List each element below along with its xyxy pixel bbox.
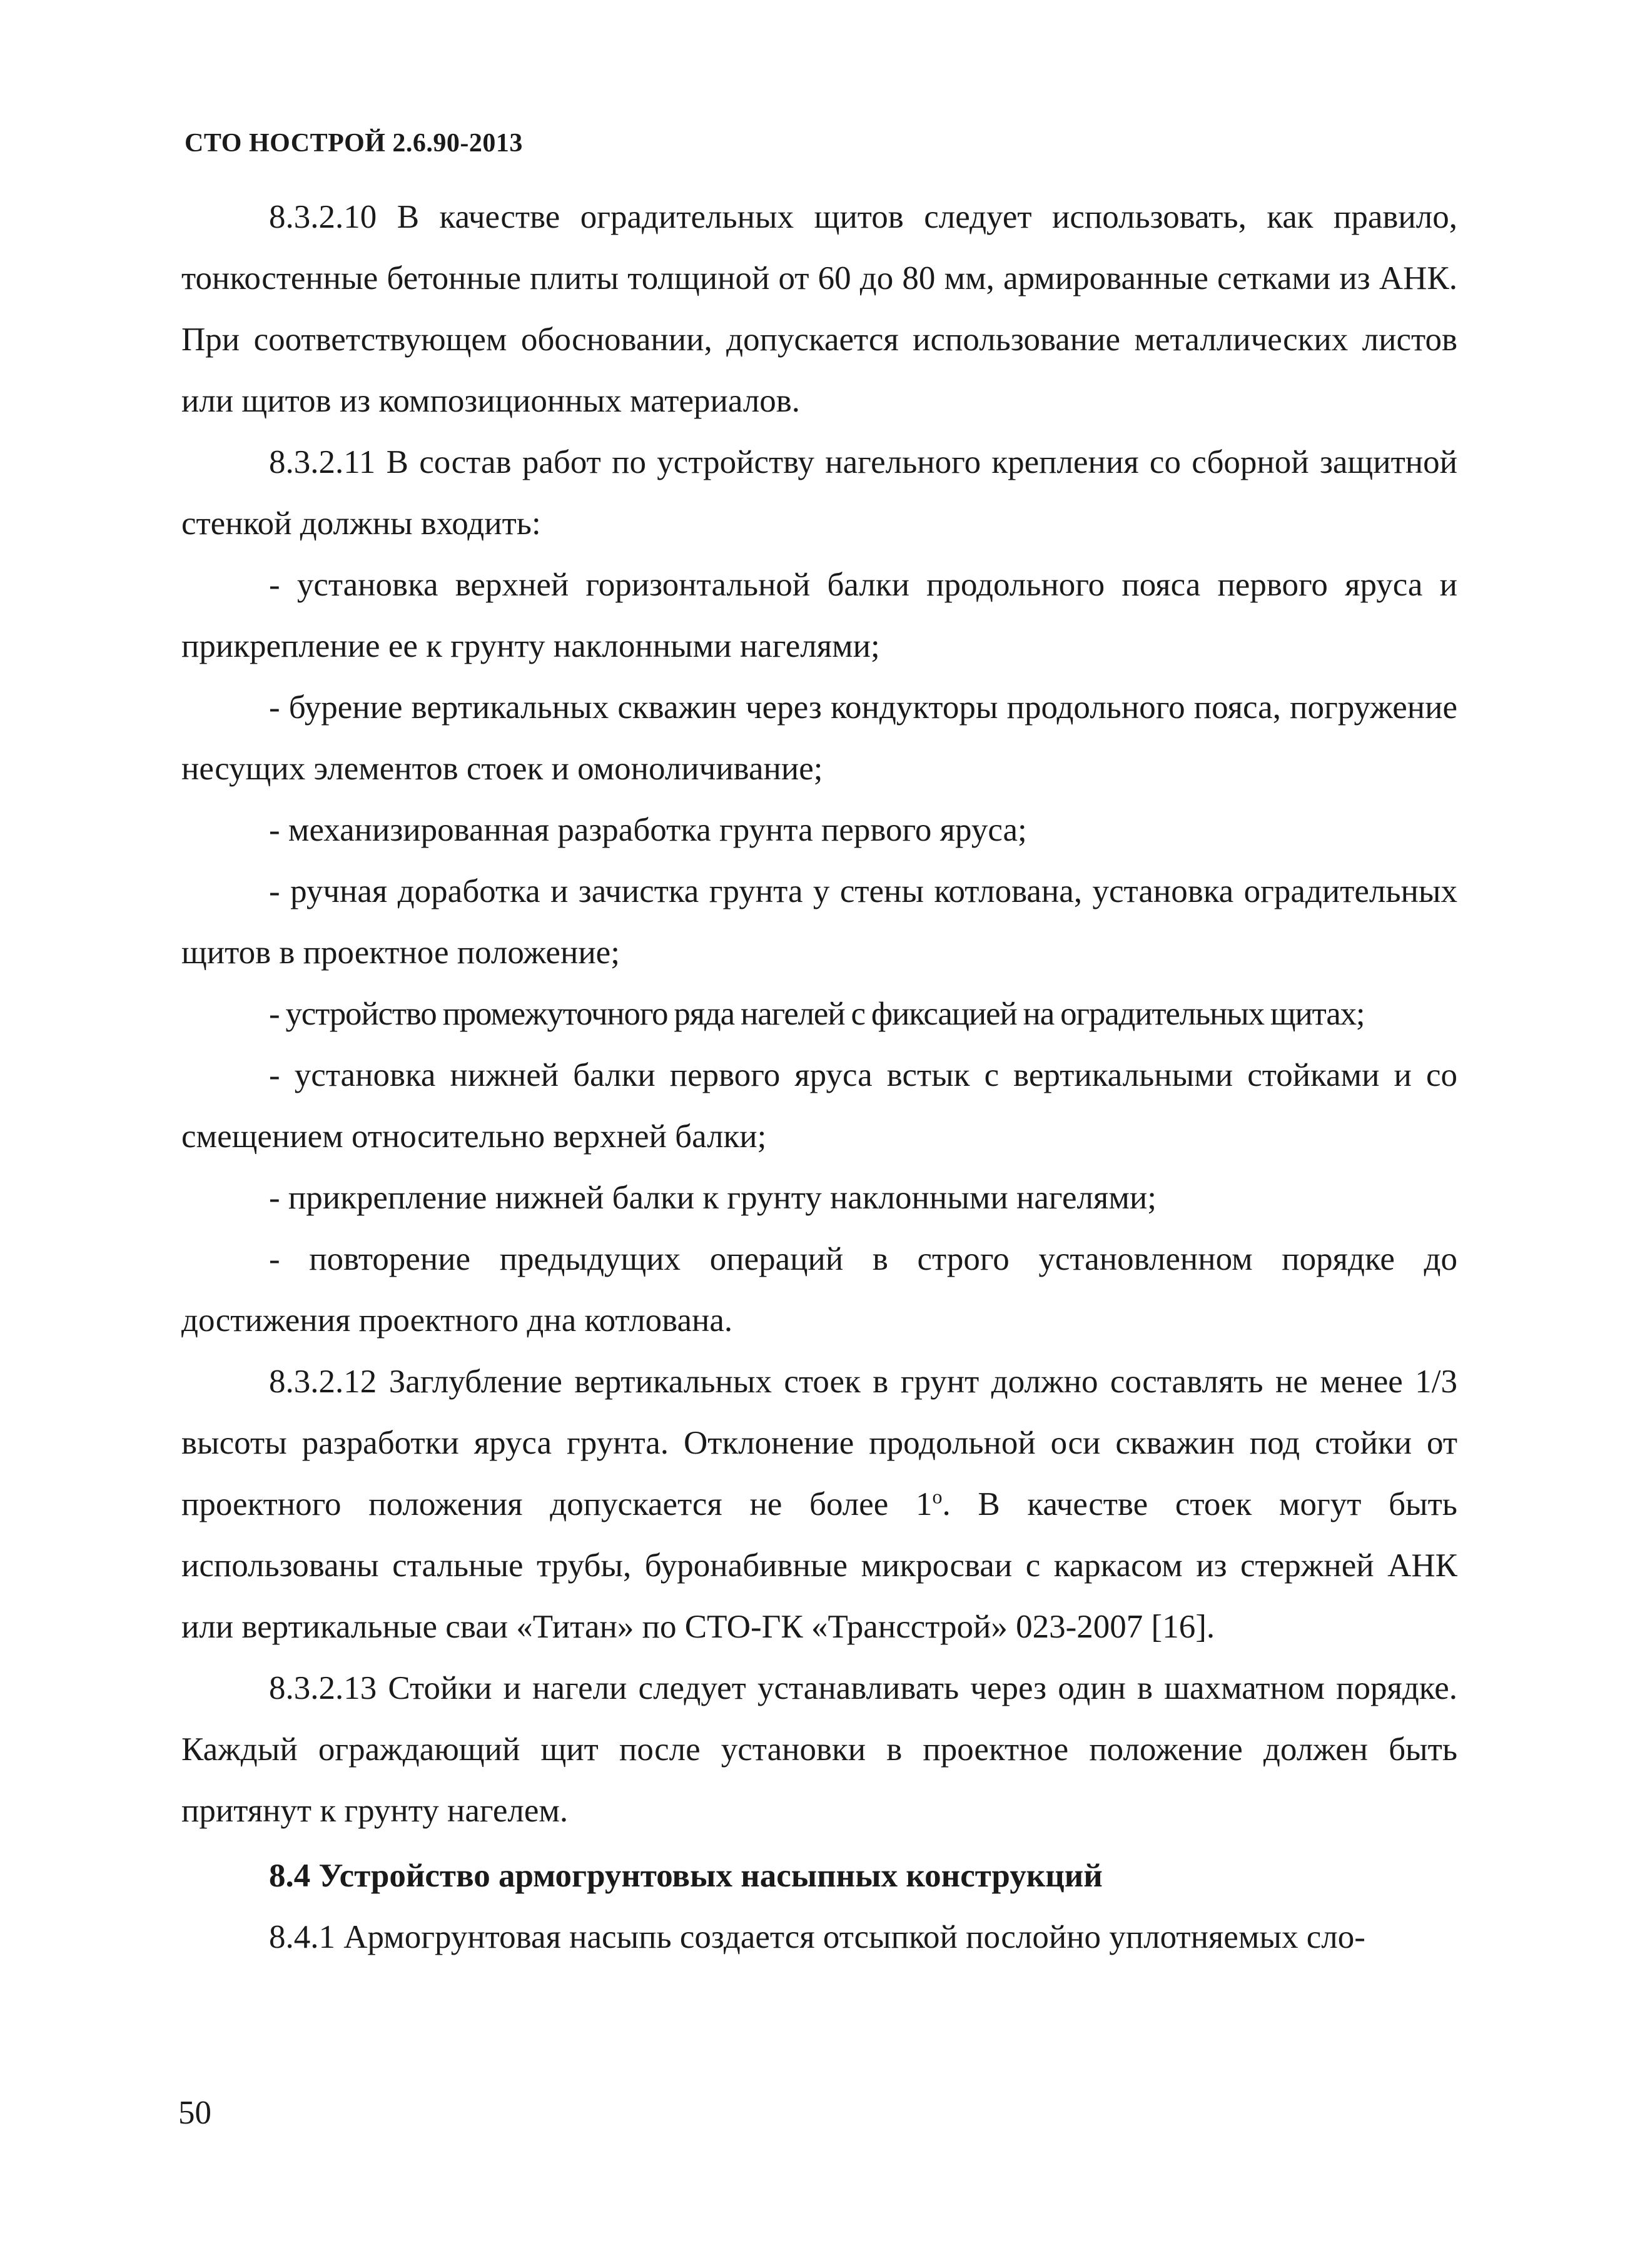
paragraph-text: 8.3.2.12 Заглубление вертикальных стоек в грунт должно составлять не менее 1/3 высоты разработки яруса грунта. Отклонение продольной оси скважин под стойки от проектного положения допускается не более 1: [181, 1364, 1457, 1522]
list-item: - повторение предыдущих операций в строго установленном порядке до достижения проектного дна котлована.: [181, 1241, 1457, 1339]
list-item: - механизированная разработка грунта первого яруса;: [269, 812, 1027, 848]
section-heading: 8.4 Устройство армогрунтовых насыпных конструкций: [269, 1858, 1103, 1894]
paragraph-8-3-2-10: 8.3.2.10 В качестве оградительных щитов следует использовать, как правило, тонкостенные бетонные плиты толщиной от 60 до 80 мм, армированные сетками из АНК. При соответствующем обосновании, допускается использование металлических листов или щитов из композиционных материалов.: [181, 199, 1457, 419]
paragraph-8-4-1: 8.4.1 Армогрунтовая насыпь создается отсыпкой послойно уплотняемых сло-: [269, 1919, 1365, 1955]
list-item: - прикрепление нижней балки к грунту наклонными нагелями;: [269, 1180, 1157, 1216]
degree-mark: о: [932, 1485, 943, 1508]
page-number: 50: [178, 2095, 211, 2131]
list-item: - установка нижней балки первого яруса встык с вертикальными стойками и со смещением относительно верхней балки;: [181, 1057, 1457, 1155]
list-item: - ручная доработка и зачистка грунта у стены котлована, установка оградительных щитов в проектное положение;: [181, 873, 1457, 971]
paragraph-8-3-2-13: 8.3.2.13 Стойки и нагели следует устанавливать через один в шахматном порядке. Каждый ограждающий щит после установки в проектное положение должен быть притянут к грунту нагелем.: [181, 1670, 1457, 1829]
list-item: - установка верхней горизонтальной балки продольного пояса первого яруса и прикрепление ее к грунту наклонными нагелями;: [181, 567, 1457, 664]
list-item: - устройство промежуточного ряда нагелей с фиксацией на оградительных щитах;: [269, 996, 1365, 1032]
running-header: СТО НОСТРОЙ 2.6.90-2013: [185, 129, 523, 158]
paragraph-8-3-2-12: [181, 1351, 1457, 1658]
paragraph-8-3-2-11: 8.3.2.11 В состав работ по устройству нагельного крепления со сборной защитной стенкой должны входить:: [181, 444, 1457, 542]
list-item: - бурение вертикальных скважин через кондукторы продольного пояса, погружение несущих элементов стоек и омоноличивание;: [181, 689, 1457, 787]
page-body: [181, 186, 1457, 1968]
paragraph-text: . В качестве стоек могут быть использованы стальные трубы, буронабивные микросваи с каркасом из стержней АНК или вертикальные сваи «Титан» по СТО-ГК «Трансстрой» 023-2007 [16].: [181, 1486, 1457, 1645]
